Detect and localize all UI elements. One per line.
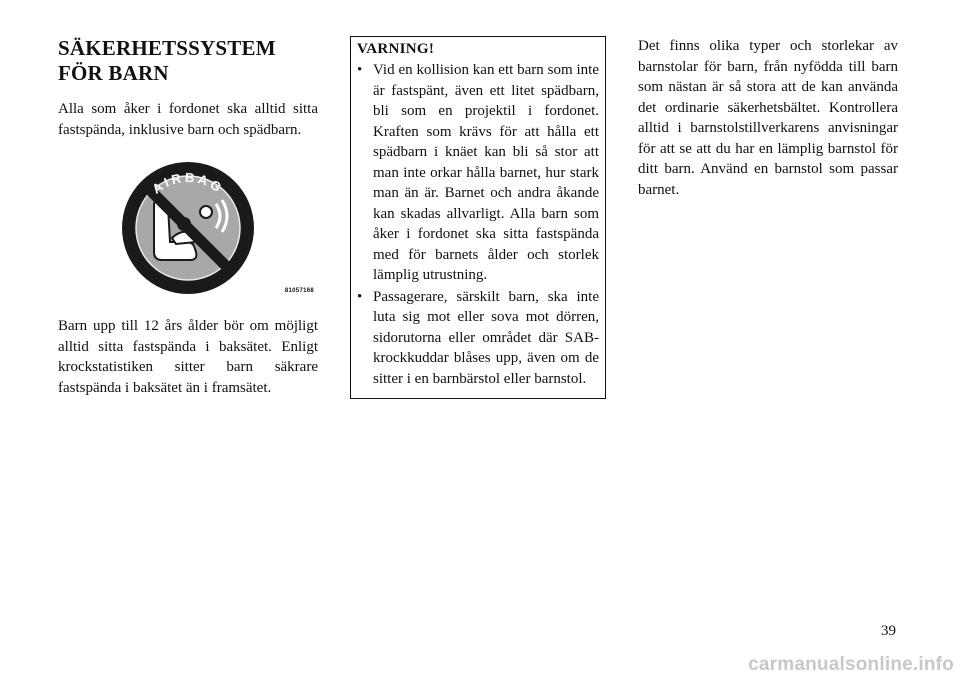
intro-paragraph: Alla som åker i fordonet ska alltid sitta fastspända, inklusive barn och spädbarn. [58, 101, 318, 138]
warning-box [350, 36, 606, 399]
warning-item [357, 60, 599, 286]
middle-column [350, 36, 606, 399]
bullet-icon: • [357, 288, 363, 305]
section-heading: SÄKERHETSSYSTEM FÖR BARN [58, 36, 276, 85]
body-paragraph: Barn upp till 12 års ålder bör om möjligt alltid sitta fastspända i baksätet. Enligt krockstatistiken sitter barn säkrare fastspända i baksätet än i framsätet. [58, 318, 318, 396]
page-number: 39 [881, 623, 896, 639]
left-column [58, 36, 318, 398]
no-airbag-child-seat-icon [120, 160, 256, 296]
warning-list [357, 60, 599, 389]
warning-item-text: Passagerare, särskilt barn, ska inte luta sig mot eller sova mot dörren, sidorutorna eller området där SAB-krockkuddar blåses upp, även om de sitter i en barnbärstol eller barnstol. [373, 288, 599, 387]
airbag-label: AIRBAG [149, 169, 227, 197]
warning-title: VARNING! [357, 41, 435, 57]
figure-id: 81057168 [284, 288, 314, 294]
right-paragraph: Det finns olika typer och storlekar av barnstolar för barn, från nyfödda till barn som nästan är så stora att de kan använda det ordinarie säkerhetsbältet. Kontrollera alltid i barnstolstillverkarens anvisningar för att se att du har en lämplig barnstol för ditt barn. Använd en barnstol som passar barnet. [638, 38, 898, 198]
warning-item [357, 287, 599, 390]
right-column [638, 36, 898, 200]
bullet-icon: • [357, 62, 363, 78]
watermark[interactable]: carmanualsonline.info [748, 654, 954, 675]
airbag-warning-figure [58, 160, 318, 300]
warning-item-text: Vid en kollision kan ett barn som inte är fastspänt, även ett litet spädbarn, bli som en projektil i fordonet. Kraften som krävs för att hålla ett spädbarn i knäet kan bli så stor att man inte orkar hålla barnet, hur stark man än är. Barnet och andra åkande kan skadas allvarligt. Alla barn som åker i fordonet ska sitta fastspända med för barnets ålder och storlek lämplig utrustning. [373, 62, 599, 283]
